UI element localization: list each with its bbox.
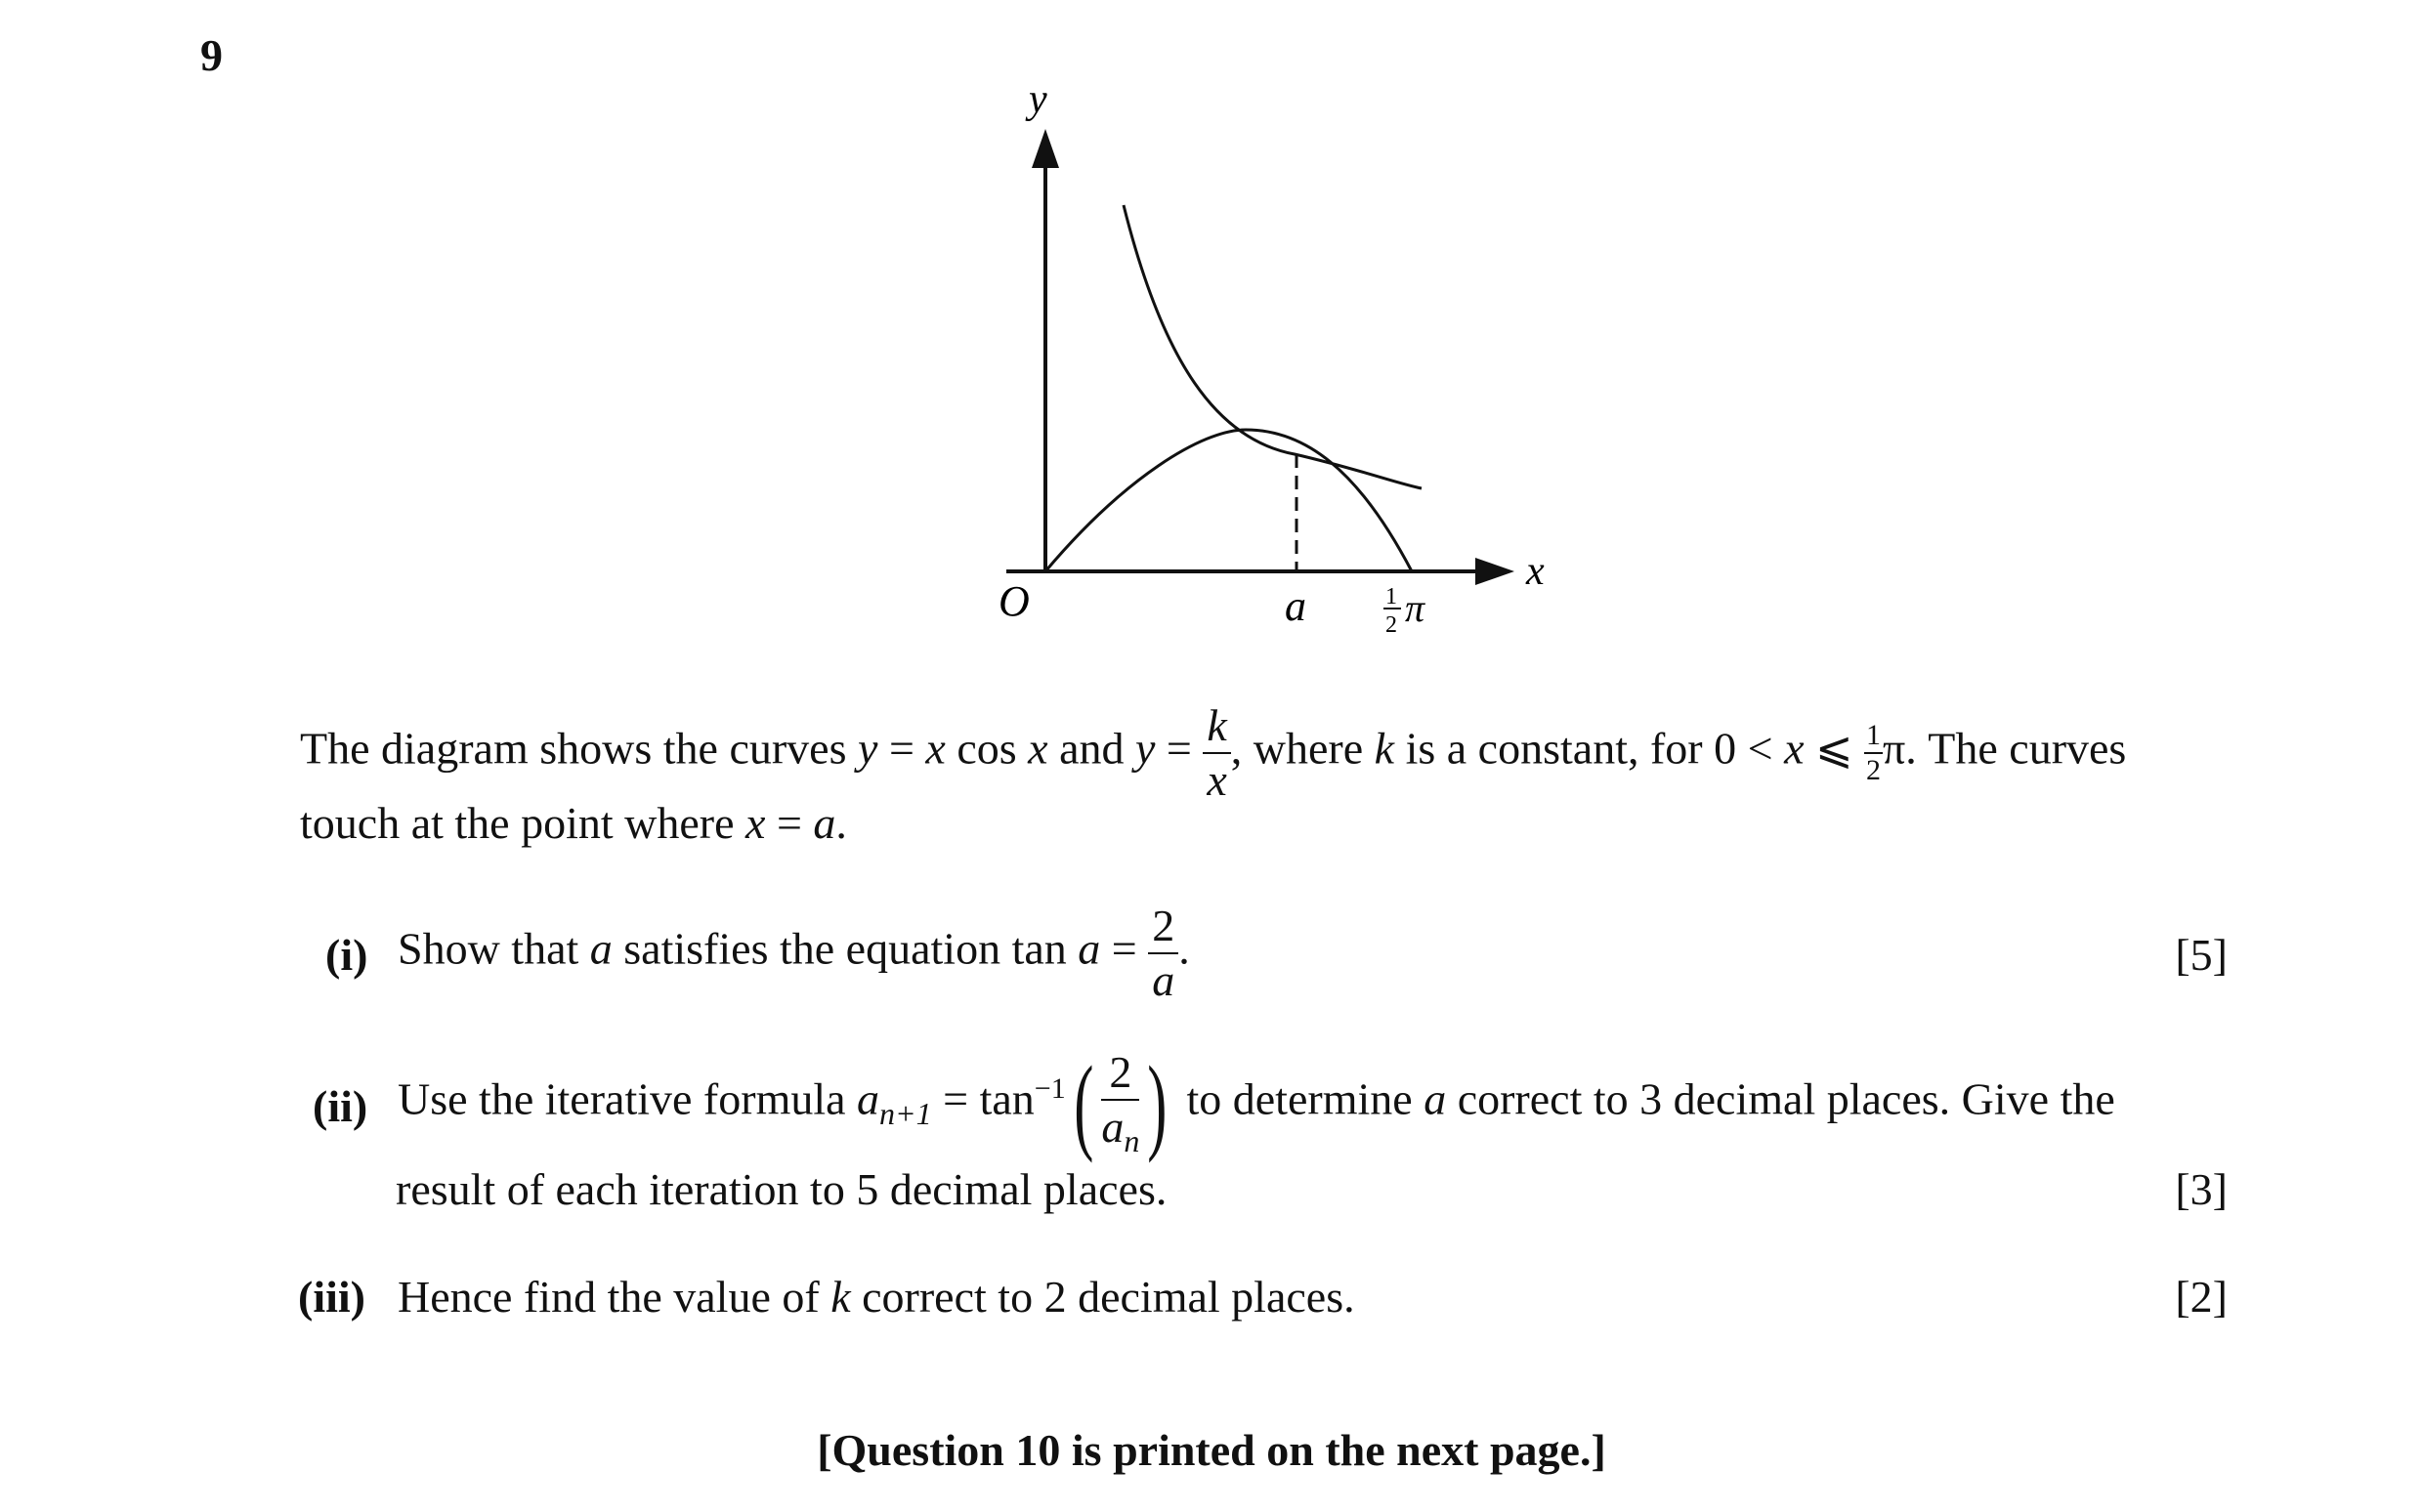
period: . <box>1178 923 1190 974</box>
fraction-k-over-x <box>1203 700 1230 805</box>
part-iii-text <box>398 1272 1355 1322</box>
part-ii-text-1: Use the iterative formula <box>398 1073 858 1124</box>
fraction-denominator: 2 <box>1866 754 1882 786</box>
part-ii-text-3: correct to 3 decimal places. Give the <box>1446 1073 2115 1124</box>
equals: = <box>877 723 926 774</box>
part-iii-marks: [2] <box>2175 1272 2228 1322</box>
fraction-denominator <box>1101 1101 1140 1159</box>
var-y: y <box>858 723 878 774</box>
var-a: a <box>813 798 836 848</box>
part-iii-text-1: Hence find the value of <box>398 1272 831 1322</box>
footer-note: [Question 10 is printed on the next page.] <box>817 1425 1606 1475</box>
equals: = <box>1155 723 1204 774</box>
part-ii-line-2: result of each iteration to 5 decimal places. <box>396 1164 1168 1214</box>
equals-tan: = tan <box>931 1073 1035 1124</box>
var-a: a <box>1424 1073 1447 1124</box>
equals: = <box>1100 923 1149 974</box>
cos-text: cos <box>945 723 1029 774</box>
fraction-numerator: k <box>1203 703 1230 754</box>
curves-diagram <box>967 68 1593 654</box>
fraction-numerator: 2 <box>1148 903 1178 954</box>
var-a: a <box>589 923 613 974</box>
tick-label-half-den: 2 <box>1385 612 1397 638</box>
part-i-text-1: Show that <box>398 923 590 974</box>
pi-text: π. The curves <box>1883 723 2127 774</box>
where-text: , where <box>1230 723 1375 774</box>
y-axis-arrow <box>1032 129 1059 168</box>
intro-text: The diagram shows the curves <box>300 723 859 774</box>
fraction-half <box>1864 721 1883 785</box>
part-ii-text-2: to determine <box>1174 1073 1424 1124</box>
curves-diagram-svg <box>967 68 1593 654</box>
var-a: a <box>1101 1102 1125 1153</box>
origin-label: O <box>999 577 1030 625</box>
intro-text: touch at the point where <box>300 798 746 848</box>
intro-line-2 <box>300 798 847 848</box>
tick-label-pi: π <box>1405 586 1425 630</box>
var-a-sub: a <box>857 1073 880 1124</box>
leq-symbol: ⩽ <box>1804 723 1865 774</box>
part-iii-text-2: correct to 2 decimal places. <box>850 1272 1355 1322</box>
var-k: k <box>830 1272 851 1322</box>
var-a: a <box>1078 923 1101 974</box>
subscript-n-plus-1: n+1 <box>879 1095 932 1131</box>
fraction-numerator: 1 <box>1864 721 1883 754</box>
left-paren: ( <box>1073 1044 1094 1163</box>
question-number: 9 <box>200 30 223 80</box>
period: . <box>835 798 847 848</box>
subscript-n: n <box>1124 1123 1140 1159</box>
fraction-numerator: 2 <box>1101 1050 1139 1101</box>
part-ii-label: (ii) <box>313 1081 368 1131</box>
and-text: and <box>1047 723 1135 774</box>
var-x: x <box>1784 723 1805 774</box>
x-axis-label: x <box>1526 549 1545 594</box>
part-i-label: (i) <box>325 930 368 980</box>
var-x: x <box>1028 723 1048 774</box>
var-k: k <box>1374 723 1395 774</box>
part-i-text <box>398 903 1190 1003</box>
tick-label-a: a <box>1285 582 1306 630</box>
equals: = <box>765 798 814 848</box>
intro-line-1 <box>300 700 2127 805</box>
part-ii-text <box>398 1044 2115 1163</box>
fraction-2-over-a <box>1148 903 1178 1003</box>
var-y: y <box>1134 723 1156 774</box>
part-i-marks: [5] <box>2175 930 2228 980</box>
fraction-2-over-an <box>1101 1047 1140 1159</box>
superscript-minus-1: −1 <box>1034 1072 1066 1106</box>
y-axis-label: y <box>1029 77 1047 122</box>
x-axis-arrow <box>1475 558 1514 585</box>
var-x: x <box>925 723 946 774</box>
part-ii-marks: [3] <box>2175 1164 2228 1214</box>
fraction-denominator: a <box>1152 955 1175 1005</box>
constant-text: is a constant, for 0 < <box>1394 723 1785 774</box>
curve-k-over-x <box>1124 205 1422 488</box>
right-paren: ) <box>1147 1044 1168 1163</box>
part-i-text-2: satisfies the equation tan <box>612 923 1079 974</box>
part-iii-label: (iii) <box>298 1272 365 1322</box>
fraction-denominator: x <box>1207 755 1227 805</box>
curve-xcosx <box>1045 430 1412 571</box>
tick-label-half-num: 1 <box>1385 584 1397 609</box>
var-x: x <box>745 798 766 848</box>
